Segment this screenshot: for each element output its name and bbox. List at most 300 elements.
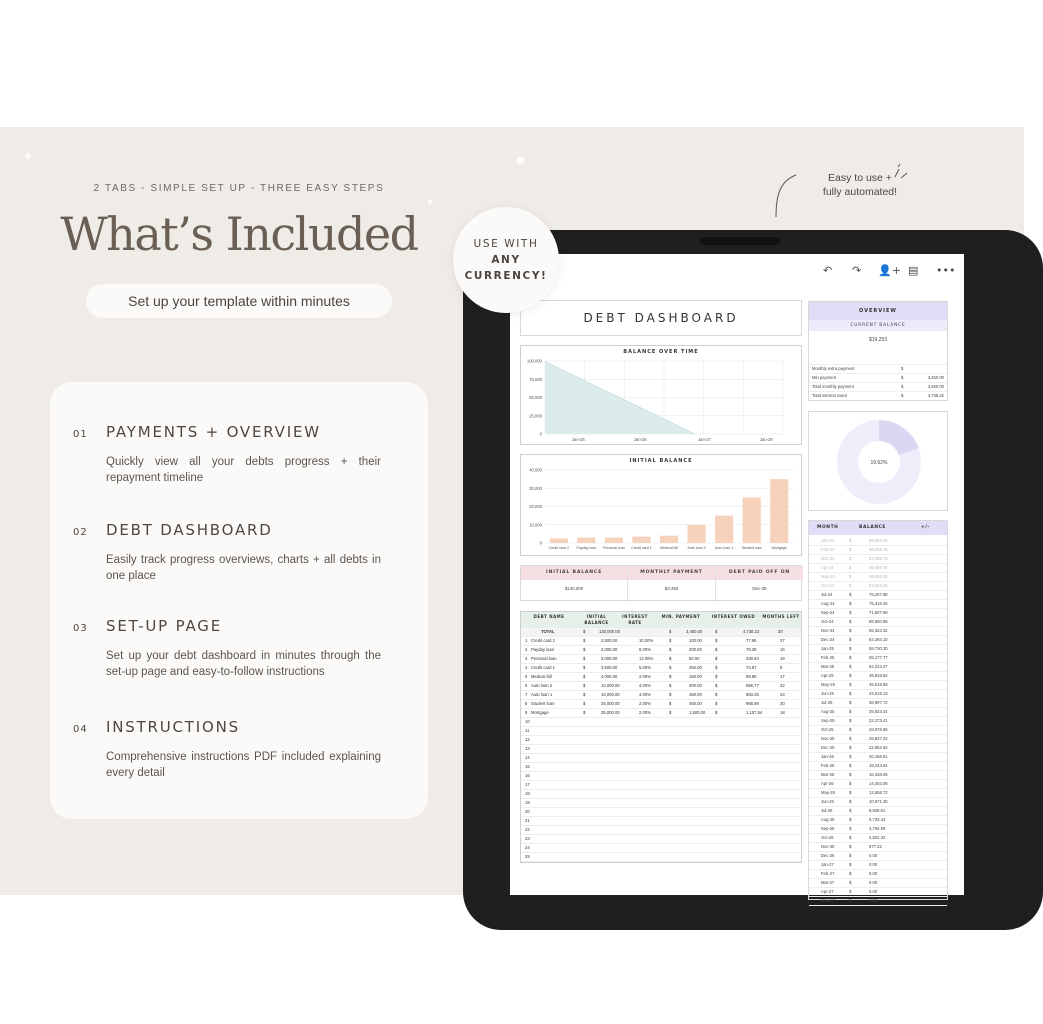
page-title: What’s Included [60, 207, 418, 261]
overview-row [809, 373, 947, 382]
balance-cell: 38,997.72 [869, 700, 888, 705]
initial-balance: 3,000.00 [601, 647, 618, 652]
overview-row [809, 364, 947, 373]
subtitle-pill: Set up your template within minutes [86, 284, 392, 318]
row-number: 22 [525, 827, 530, 832]
currency-symbol: $ [583, 710, 586, 715]
x-tick-label: Auto loan 2 [687, 546, 706, 550]
balance-cell: 62,284.10 [869, 637, 888, 642]
column-header: INTEREST RATE [622, 614, 648, 625]
table-row [809, 816, 947, 825]
table-row [521, 853, 801, 862]
badge-line: CURRENCY! [464, 270, 548, 282]
summary-row [520, 565, 802, 601]
table-row [809, 825, 947, 834]
x-tick-label: Medical bill [660, 546, 678, 550]
column-header: INTEREST OWED [711, 614, 756, 619]
debt-name: Auto loan 2 [531, 683, 553, 688]
column-header: BALANCE [859, 525, 887, 530]
month-cell: Jan-27 [821, 862, 834, 867]
currency-symbol: $ [849, 646, 852, 651]
column-header: MIN. PAYMENT [661, 614, 701, 619]
month-cell: Jun-24 [821, 583, 834, 588]
month-cell: Nov-25 [821, 736, 835, 741]
currency-symbol: $ [849, 772, 852, 777]
table-row [521, 637, 801, 646]
row-number: 12 [525, 737, 530, 742]
balance-cell: 0.00 [869, 880, 878, 885]
currency-symbol: $ [715, 683, 718, 688]
table-row [809, 888, 947, 897]
balance-over-time-chart [520, 345, 802, 445]
row-number: 1 [525, 638, 528, 643]
month-cell: Jan-25 [821, 646, 834, 651]
balance-cell: 52,223.37 [869, 664, 888, 669]
currency-symbol: $ [849, 799, 852, 804]
x-tick-label: Jan-25 [571, 437, 585, 442]
feature-title: SET-UP PAGE [106, 617, 222, 635]
table-row [809, 618, 947, 627]
currency-symbol: $ [849, 754, 852, 759]
min-payment: 450.00 [689, 692, 702, 697]
table-row [809, 717, 947, 726]
month-cell: Mar-27 [821, 880, 835, 885]
dashboard-title: DEBT DASHBOARD [520, 300, 802, 336]
summary-value: $130,000 [564, 586, 584, 591]
initial-balance: 3,500.00 [601, 665, 618, 670]
table-row [809, 672, 947, 681]
interest-rate: 2.00% [639, 701, 651, 706]
currency-symbol: $ [849, 862, 852, 867]
interest-rate: 5.00% [639, 665, 651, 670]
currency-symbol: $ [849, 574, 852, 579]
column-header: +/- [921, 525, 930, 530]
interest-owed: 77.95 [746, 638, 757, 643]
balance-cell: 0.00 [869, 853, 878, 858]
currency-symbol: $ [715, 665, 718, 670]
feature-description: Set up your debt dashboard in minutes through the set-up page and easy-to-follow instructions [106, 650, 381, 678]
overview-label: Min payment [812, 375, 836, 380]
table-row [809, 852, 947, 861]
balance-cell: 45,618.68 [869, 682, 888, 687]
overview-panel [808, 301, 948, 401]
month-cell: May-26 [821, 790, 835, 795]
balance-cell: 0.00 [869, 871, 878, 876]
table-row [809, 663, 947, 672]
table-row [809, 699, 947, 708]
currency-symbol: $ [849, 592, 852, 597]
table-row [809, 555, 947, 564]
debt-name: Medical bill [531, 674, 552, 679]
table-row [809, 798, 947, 807]
balance-cell: 4,794.58 [869, 826, 886, 831]
months-left: 17 [780, 674, 785, 679]
overview-value: 3,450.00 [927, 375, 944, 380]
debt-name: Student loan [531, 701, 555, 706]
balance-cell: 75,315.25 [869, 601, 888, 606]
table-row [809, 627, 947, 636]
balance-cell: 10,971.35 [869, 799, 888, 804]
table-row [809, 609, 947, 618]
initial-balance: 2,500.00 [601, 638, 618, 643]
bar-chart-plot [521, 455, 803, 557]
balance-cell: 82,063.25 [869, 583, 888, 588]
months-left: 16 [780, 647, 785, 652]
month-cell: Jan-26 [821, 754, 834, 759]
currency-symbol: $ [849, 763, 852, 768]
initial-balance: 4,000.00 [601, 674, 618, 679]
interest-owed: 79.39 [746, 647, 757, 652]
currency-symbol: $ [849, 700, 852, 705]
undo-icon[interactable]: ↶ [823, 264, 833, 277]
table-row [521, 781, 801, 790]
currency-symbol: $ [849, 637, 852, 642]
x-tick-label: Jan-26 [633, 437, 647, 442]
debt-table-header [521, 612, 801, 628]
interest-owed: 883.25 [746, 692, 759, 697]
table-row [809, 636, 947, 645]
currency-symbol: $ [849, 898, 852, 903]
bar [715, 516, 733, 543]
column-header: INITIAL BALANCE [584, 614, 609, 625]
y-tick-label: 10,000 [529, 522, 542, 528]
min-payment: 50.00 [689, 656, 700, 661]
feature-title: DEBT DASHBOARD [106, 521, 273, 539]
table-row [521, 691, 801, 700]
months-left: 18 [780, 710, 785, 715]
y-tick-label: 0 [539, 431, 542, 437]
x-tick-label: Mortgage [771, 546, 787, 550]
table-row [521, 745, 801, 754]
row-number: 20 [525, 809, 530, 814]
table-row [521, 655, 801, 664]
table-row [809, 726, 947, 735]
balance-cell: 2,822.32 [869, 835, 886, 840]
currency-symbol: $ [849, 853, 852, 858]
debt-name: Credit card 2 [531, 638, 555, 643]
chart-title: BALANCE OVER TIME [623, 349, 699, 355]
table-row [809, 690, 947, 699]
currency-symbol: $ [849, 547, 852, 552]
more-icon[interactable]: ••• [936, 264, 956, 277]
currency-symbol: $ [849, 718, 852, 723]
balance-cell: 16,338.05 [869, 772, 888, 777]
currency-symbol: $ [849, 844, 852, 849]
table-row [809, 681, 947, 690]
interest-owed: 566.77 [746, 683, 759, 688]
currency-symbol: $ [849, 682, 852, 687]
total-balance: 130,000.00 [599, 629, 620, 634]
currency-symbol: $ [669, 710, 672, 715]
y-tick-label: 40,000 [529, 467, 542, 473]
balance-cell: 99,802.00 [869, 538, 888, 543]
row-number: 21 [525, 818, 530, 823]
feature-number: 02 [73, 527, 88, 538]
product-banner [0, 127, 1024, 903]
currency-symbol: $ [669, 656, 672, 661]
currency-symbol: $ [849, 601, 852, 606]
monthly-balance-table [808, 520, 948, 903]
summary-label: INITIAL BALANCE [521, 566, 627, 580]
table-row [521, 736, 801, 745]
table-row [809, 708, 947, 717]
currency-symbol: $ [849, 790, 852, 795]
total-row [521, 628, 801, 637]
bar [743, 497, 761, 543]
month-table-header [809, 521, 947, 535]
currency-symbol: $ [669, 638, 672, 643]
currency-symbol: $ [901, 366, 904, 371]
month-cell: Apr-24 [821, 565, 834, 570]
table-row [809, 771, 947, 780]
month-cell: Nov-26 [821, 844, 835, 849]
comment-icon[interactable]: ▤ [908, 264, 919, 277]
steps-tagline: 2 TABS - SIMPLE SET UP - THREE EASY STEPS [93, 183, 385, 194]
month-cell: Aug-26 [821, 817, 835, 822]
month-cell: Sep-24 [821, 610, 835, 615]
currency-symbol: $ [849, 835, 852, 840]
row-number: 3 [525, 656, 528, 661]
balance-cell: 0.00 [869, 889, 878, 894]
row-number: 19 [525, 800, 530, 805]
interest-rate: 8.00% [639, 647, 651, 652]
balance-cell: 85,888.30 [869, 574, 888, 579]
interest-owed: 73.87 [746, 665, 757, 670]
overview-row [809, 391, 947, 400]
currency-symbol: $ [669, 647, 672, 652]
month-cell: Mar-24 [821, 556, 835, 561]
min-payment: 450.00 [689, 701, 702, 706]
min-payment: 1,500.00 [689, 710, 706, 715]
table-row [809, 654, 947, 663]
balance-cell: 65,323.32 [869, 628, 888, 633]
currency-symbol: $ [849, 871, 852, 876]
currency-symbol: $ [849, 709, 852, 714]
row-number: 2 [525, 647, 528, 652]
row-number: 9 [525, 710, 528, 715]
table-row [521, 790, 801, 799]
currency-symbol: $ [669, 629, 672, 634]
currency-symbol: $ [849, 826, 852, 831]
table-row [809, 870, 947, 879]
balance-cell: 96,058.75 [869, 547, 888, 552]
table-row [809, 807, 947, 816]
currency-symbol: $ [849, 610, 852, 615]
balance-cell: 89,069.75 [869, 565, 888, 570]
table-row [521, 808, 801, 817]
redo-icon[interactable]: ↷ [852, 264, 862, 277]
interest-rate: 10.00% [639, 638, 654, 643]
balance-cell: 877.22 [869, 844, 882, 849]
row-number: 5 [525, 674, 528, 679]
currency-symbol: $ [583, 683, 586, 688]
bar [687, 525, 705, 543]
debt-table [520, 611, 802, 863]
table-row [809, 591, 947, 600]
currency-symbol: $ [849, 691, 852, 696]
table-row [809, 762, 947, 771]
row-number: 6 [525, 683, 528, 688]
month-cell: Sep-26 [821, 826, 835, 831]
currency-symbol: $ [849, 655, 852, 660]
currency-symbol: $ [849, 664, 852, 669]
overview-subtitle: CURRENT BALANCE [809, 320, 947, 331]
month-cell: Oct-26 [821, 835, 834, 840]
month-cell: Jul-24 [821, 592, 833, 597]
balance-cell: 68,560.85 [869, 619, 888, 624]
table-row [809, 744, 947, 753]
currency-symbol: $ [583, 629, 586, 634]
table-row [809, 600, 947, 609]
current-balance-value: $19,253 [868, 337, 888, 343]
balance-cell: 14,403.06 [869, 781, 888, 786]
table-row [809, 735, 947, 744]
column-header: DEBT NAME [533, 614, 565, 619]
currency-symbol: $ [715, 629, 718, 634]
total-label: TOTAL [541, 629, 555, 634]
table-row [521, 817, 801, 826]
debt-name: Mortgage [531, 710, 549, 715]
row-number: 13 [525, 746, 530, 751]
month-cell: Jul-25 [821, 700, 833, 705]
add-person-icon[interactable]: 👤+ [878, 264, 901, 277]
row-number: 18 [525, 791, 530, 796]
y-tick-label: 0 [539, 540, 542, 546]
bar [660, 536, 678, 543]
min-payment: 200.00 [689, 647, 702, 652]
balance-cell: 8,838.61 [869, 808, 886, 813]
currency-symbol: $ [849, 538, 852, 543]
table-row [521, 844, 801, 853]
balance-cell: 58,730.30 [869, 646, 888, 651]
month-cell: Jul-26 [821, 808, 833, 813]
month-cell: Feb-27 [821, 871, 835, 876]
initial-balance-chart [520, 454, 802, 556]
table-row [809, 897, 947, 906]
y-tick-label: 50,000 [529, 395, 542, 400]
balance-cell: 20,168.91 [869, 754, 888, 759]
table-row [809, 645, 947, 654]
table-row [521, 664, 801, 673]
balance-cell: 93,058.75 [869, 556, 888, 561]
debt-name: Payday loan [531, 647, 555, 652]
row-number: 8 [525, 701, 528, 706]
interest-rate: 4.00% [639, 692, 651, 697]
table-row [521, 700, 801, 709]
min-payment: 100.00 [689, 638, 702, 643]
table-row [521, 835, 801, 844]
emphasis-lines-icon [893, 163, 909, 179]
table-row [521, 682, 801, 691]
currency-symbol: $ [849, 619, 852, 624]
table-row [809, 843, 947, 852]
row-number: 16 [525, 773, 530, 778]
donut-label: 19.62% [870, 460, 888, 466]
interest-rate: 12.00% [639, 656, 654, 661]
month-cell: Aug-25 [821, 709, 835, 714]
table-row [521, 646, 801, 655]
row-number: 7 [525, 692, 528, 697]
badge-line: ANY [491, 254, 521, 266]
table-row [809, 789, 947, 798]
currency-symbol: $ [583, 674, 586, 679]
currency-symbol: $ [715, 710, 718, 715]
currency-symbol: $ [849, 673, 852, 678]
x-tick-label: Personal loan [602, 546, 625, 550]
total-months: 30 [778, 629, 783, 634]
table-row [521, 754, 801, 763]
table-row [809, 546, 947, 555]
interest-owed: 99.88 [746, 674, 757, 679]
min-payment: 250.00 [689, 665, 702, 670]
x-tick-label: Student loan [741, 546, 762, 550]
currency-symbol: $ [849, 556, 852, 561]
month-cell: Sep-25 [821, 718, 835, 723]
table-row [809, 753, 947, 762]
x-tick-label: Auto loan 1 [715, 546, 734, 550]
balance-cell: 12,658.72 [869, 790, 888, 795]
month-cell: Nov-24 [821, 628, 835, 633]
bar [577, 538, 595, 543]
camera-bar [700, 237, 780, 245]
summary-cell [521, 566, 628, 602]
feature-description: Comprehensive instructions PDF included explaining every detail [106, 751, 381, 779]
month-cell: Feb-25 [821, 655, 835, 660]
currency-symbol: $ [715, 647, 718, 652]
feature-number: 03 [73, 623, 88, 634]
initial-balance: 15,000.00 [601, 692, 620, 697]
currency-symbol: $ [715, 692, 718, 697]
currency-symbol: $ [849, 736, 852, 741]
summary-cell [716, 566, 803, 602]
currency-symbol: $ [669, 692, 672, 697]
feature-title: INSTRUCTIONS [106, 718, 240, 736]
initial-balance: 35,000.00 [601, 710, 620, 715]
month-cell: Mar-26 [821, 772, 835, 777]
currency-symbol: $ [583, 638, 586, 643]
summary-value: $3,450 [664, 586, 679, 591]
month-cell: Feb-24 [821, 547, 835, 552]
table-row [521, 727, 801, 736]
currency-symbol: $ [669, 665, 672, 670]
currency-symbol: $ [669, 701, 672, 706]
table-row [809, 537, 947, 546]
interest-rate: 2.00% [639, 710, 651, 715]
easy-to-use-note [790, 171, 930, 199]
initial-balance: 3,000.00 [601, 656, 618, 661]
balance-cell: 0.00 [869, 898, 878, 903]
overview-label: Total interest owed [812, 393, 847, 398]
interest-owed: 330.84 [746, 656, 759, 661]
summary-cell [628, 566, 716, 602]
row-number: 17 [525, 782, 530, 787]
month-cell: Jan-24 [821, 538, 834, 543]
feature-description: Easily track progress overviews, charts + all debts in one place [106, 554, 381, 582]
feature-number: 04 [73, 724, 88, 735]
month-cell: Feb-26 [821, 763, 835, 768]
bar [770, 479, 788, 543]
currency-symbol: $ [849, 745, 852, 750]
month-cell: Apr-25 [821, 673, 834, 678]
min-payment: 150.00 [689, 674, 702, 679]
overview-value: 3,450.00 [927, 384, 944, 389]
balance-cell: 48,818.62 [869, 673, 888, 678]
x-tick-label: Credit card 1 [631, 546, 652, 550]
month-cell: Dec-25 [821, 745, 835, 750]
months-left: 22 [780, 683, 785, 688]
column-header: MONTH [817, 525, 839, 530]
currency-symbol: $ [849, 565, 852, 570]
